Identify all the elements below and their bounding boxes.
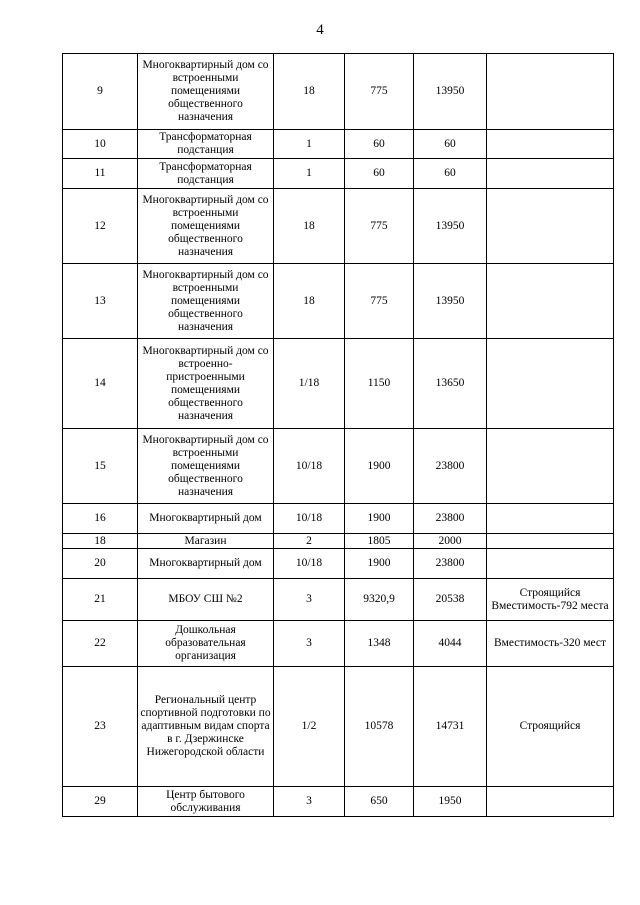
area-cell: 10578 [345, 667, 414, 787]
area-cell: 775 [345, 54, 414, 130]
row-number-cell: 18 [63, 534, 138, 549]
table-row [63, 504, 614, 534]
object-name-cell: Трансформаторная подстанция [138, 159, 274, 189]
table-row [63, 549, 614, 579]
object-name-cell: Трансформаторная подстанция [138, 130, 274, 159]
total-area-cell: 23800 [414, 549, 487, 579]
total-area-cell: 13950 [414, 54, 487, 130]
total-area-cell: 14731 [414, 667, 487, 787]
total-area-cell: 23800 [414, 429, 487, 504]
row-number-cell: 22 [63, 621, 138, 667]
floors-cell: 18 [274, 264, 345, 339]
area-cell: 1150 [345, 339, 414, 429]
table-row [63, 130, 614, 159]
table-row [63, 621, 614, 667]
floors-cell: 1/2 [274, 667, 345, 787]
table-row [63, 54, 614, 130]
area-cell: 1900 [345, 549, 414, 579]
table-row [63, 264, 614, 339]
note-cell: Вместимость-320 мест [487, 621, 614, 667]
table-row [63, 787, 614, 817]
table-row [63, 579, 614, 621]
note-cell [487, 549, 614, 579]
area-cell: 650 [345, 787, 414, 817]
object-name-cell: Многоквартирный дом со встроенно-пристроенными помещениями общественного назначения [138, 339, 274, 429]
object-name-cell: Многоквартирный дом со встроенными помещениями общественного назначения [138, 54, 274, 130]
note-cell [487, 159, 614, 189]
table-body [63, 54, 614, 817]
row-number-cell: 23 [63, 667, 138, 787]
row-number-cell: 9 [63, 54, 138, 130]
row-number-cell: 10 [63, 130, 138, 159]
floors-cell: 3 [274, 787, 345, 817]
floors-cell: 1/18 [274, 339, 345, 429]
total-area-cell: 20538 [414, 579, 487, 621]
row-number-cell: 12 [63, 189, 138, 264]
total-area-cell: 13950 [414, 264, 487, 339]
object-name-cell: Дошкольная образовательная организация [138, 621, 274, 667]
floors-cell: 2 [274, 534, 345, 549]
area-cell: 775 [345, 189, 414, 264]
table-row [63, 189, 614, 264]
object-name-cell: Многоквартирный дом со встроенными помещениями общественного назначения [138, 264, 274, 339]
total-area-cell: 13650 [414, 339, 487, 429]
object-name-cell: Региональный центр спортивной подготовки по адаптивным видам спорта в г. Дзержинске Нижегородской области [138, 667, 274, 787]
floors-cell: 10/18 [274, 429, 345, 504]
row-number-cell: 20 [63, 549, 138, 579]
row-number-cell: 29 [63, 787, 138, 817]
note-cell: Строящийся Вместимость-792 места [487, 579, 614, 621]
table-row [63, 667, 614, 787]
total-area-cell: 23800 [414, 504, 487, 534]
object-name-cell: Многоквартирный дом [138, 549, 274, 579]
note-cell [487, 54, 614, 130]
total-area-cell: 60 [414, 130, 487, 159]
object-name-cell: Многоквартирный дом [138, 504, 274, 534]
area-cell: 1805 [345, 534, 414, 549]
floors-cell: 18 [274, 189, 345, 264]
note-cell [487, 264, 614, 339]
floors-cell: 1 [274, 159, 345, 189]
area-cell: 1900 [345, 504, 414, 534]
note-cell [487, 429, 614, 504]
area-cell: 1348 [345, 621, 414, 667]
area-cell: 60 [345, 159, 414, 189]
row-number-cell: 13 [63, 264, 138, 339]
note-cell [487, 534, 614, 549]
total-area-cell: 60 [414, 159, 487, 189]
row-number-cell: 16 [63, 504, 138, 534]
row-number-cell: 15 [63, 429, 138, 504]
row-number-cell: 14 [63, 339, 138, 429]
row-number-cell: 11 [63, 159, 138, 189]
area-cell: 775 [345, 264, 414, 339]
floors-cell: 1 [274, 130, 345, 159]
floors-cell: 3 [274, 621, 345, 667]
object-name-cell: Магазин [138, 534, 274, 549]
object-name-cell: МБОУ СШ №2 [138, 579, 274, 621]
total-area-cell: 1950 [414, 787, 487, 817]
note-cell [487, 787, 614, 817]
note-cell [487, 504, 614, 534]
floors-cell: 10/18 [274, 504, 345, 534]
note-cell [487, 130, 614, 159]
note-cell [487, 339, 614, 429]
table-row [63, 159, 614, 189]
area-cell: 60 [345, 130, 414, 159]
table-row [63, 534, 614, 549]
table-row [63, 339, 614, 429]
area-cell: 9320,9 [345, 579, 414, 621]
area-cell: 1900 [345, 429, 414, 504]
object-name-cell: Многоквартирный дом со встроенными помещениями общественного назначения [138, 189, 274, 264]
object-name-cell: Центр бытового обслуживания [138, 787, 274, 817]
floors-cell: 10/18 [274, 549, 345, 579]
total-area-cell: 2000 [414, 534, 487, 549]
object-name-cell: Многоквартирный дом со встроенными помещениями общественного назначения [138, 429, 274, 504]
total-area-cell: 4044 [414, 621, 487, 667]
note-cell [487, 189, 614, 264]
table-row [63, 429, 614, 504]
row-number-cell: 21 [63, 579, 138, 621]
floors-cell: 3 [274, 579, 345, 621]
note-cell: Строящийся [487, 667, 614, 787]
page-number: 4 [316, 22, 324, 38]
total-area-cell: 13950 [414, 189, 487, 264]
buildings-table [62, 53, 614, 817]
floors-cell: 18 [274, 54, 345, 130]
